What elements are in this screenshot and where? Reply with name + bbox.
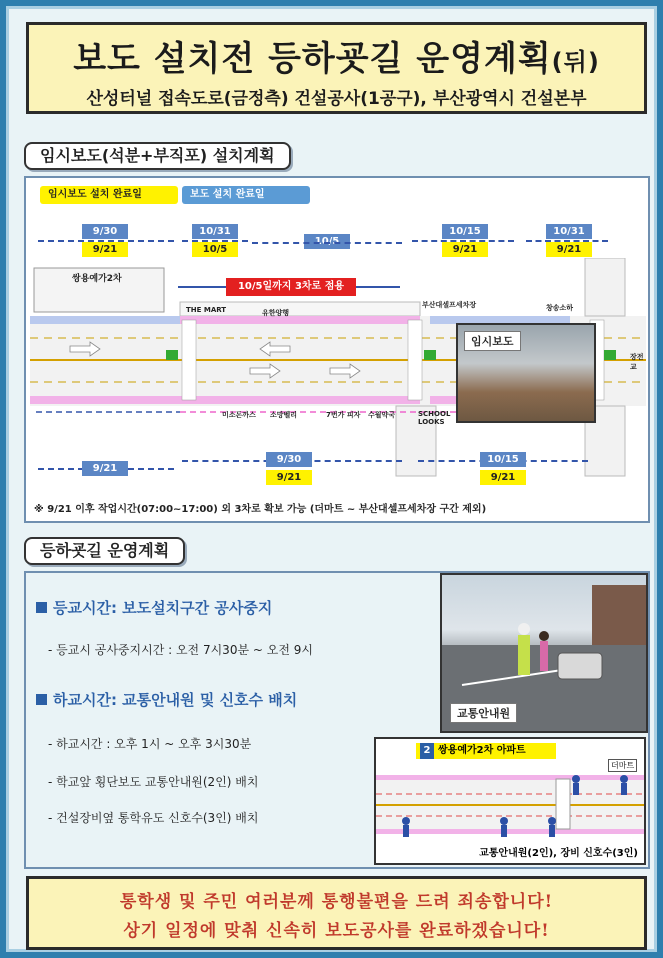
bottom-tag-2-blue: 9/30 bbox=[266, 452, 312, 467]
school-route-panel bbox=[24, 571, 650, 869]
top-tag-2-blue: 10/31 bbox=[192, 224, 238, 239]
photo2-label: 교통안내원 bbox=[450, 703, 517, 723]
legend-temporary: 임시보도 설치 완료일 bbox=[40, 186, 178, 204]
map-label-store3: 소망벨리 bbox=[270, 411, 298, 419]
apology-line-2: 상기 일정에 맞춰 신속히 보도공사를 완료하겠습니다! bbox=[123, 921, 550, 941]
map-label-mart: THE MART bbox=[186, 306, 227, 314]
top-tag-1-yellow: 9/21 bbox=[82, 242, 128, 257]
top-tag-5-yellow: 9/21 bbox=[546, 242, 592, 257]
map-label-parking: 부산대셀프세차장 bbox=[422, 301, 477, 309]
diagram-badge: 2 bbox=[420, 743, 434, 759]
apology-line-1: 통학생 및 주민 여러분께 통행불편을 드려 죄송합니다! bbox=[119, 892, 554, 912]
top-tag-1-blue: 9/30 bbox=[82, 224, 128, 239]
diagram-title: 쌍용예가2차 아파트 bbox=[438, 745, 526, 756]
apology-banner bbox=[26, 876, 647, 950]
title-suffix: (뒤) bbox=[551, 48, 600, 76]
square-bullet-icon bbox=[36, 602, 47, 613]
map-label-apt: 쌍용예가2차 bbox=[72, 274, 122, 284]
afternoon-heading: 하교시간: 교통안내원 및 신호수 배치 bbox=[36, 689, 297, 710]
diagram-caption: 교통안내원(2인), 장비 신호수(3인) bbox=[477, 844, 640, 859]
top-span-3 bbox=[252, 242, 402, 244]
sidewalk-plan-panel bbox=[24, 176, 650, 523]
legend-permanent: 보도 설치 완료일 bbox=[182, 186, 310, 204]
top-span-4 bbox=[412, 240, 514, 242]
morning-detail: - 등교시 공사중지시간 : 오전 7시30분 ~ 오전 9시 bbox=[48, 643, 313, 657]
photo1-label: 임시보도 bbox=[464, 331, 521, 351]
section1-title: 임시보도(석분+부직포) 설치계획 bbox=[24, 142, 291, 170]
top-tag-3-blue: 10/5 bbox=[304, 234, 350, 249]
morning-heading: 등교시간: 보도설치구간 공사중지 bbox=[36, 597, 272, 618]
work-hours-note: ※ 9/21 이후 작업시간(07:00~17:00) 외 3차로 확보 가능 (더마트 ~ 부산대셀프세차장 구간 제외) bbox=[34, 504, 487, 515]
top-tag-2-yellow: 10/5 bbox=[192, 242, 238, 257]
map-label-bridge: 장전교 bbox=[630, 353, 644, 371]
diagram-mart-label: 더마트 bbox=[608, 759, 637, 772]
page-subtitle: 산성터널 접속도로(금정측) 건설공사(1공구), 부산광역시 건설본부 bbox=[86, 89, 587, 109]
bottom-tag-2-yellow: 9/21 bbox=[266, 470, 312, 485]
map-label-store5: 수월약국 bbox=[368, 411, 396, 419]
page-title: 보도 설치전 등하굣길 운영계획(뒤) bbox=[73, 39, 600, 79]
top-tag-5-blue: 10/31 bbox=[546, 224, 592, 239]
top-span-5 bbox=[526, 240, 608, 242]
map-label-store2: 미소돈까스 bbox=[222, 411, 256, 419]
map-label-store1: 유한양행 bbox=[262, 309, 290, 317]
bottom-tag-1-blue: 9/21 bbox=[82, 461, 128, 476]
staff-placement-diagram bbox=[374, 737, 646, 865]
header-banner bbox=[26, 22, 647, 114]
map-label-school: SCHOOL LOOKS bbox=[418, 410, 451, 426]
bottom-tag-3-yellow: 9/21 bbox=[480, 470, 526, 485]
afternoon-detail-2: - 학교앞 횡단보도 교통안내원(2인) 배치 bbox=[48, 775, 259, 789]
map-label-store6: 창송소하 bbox=[546, 304, 574, 312]
temporary-sidewalk-photo bbox=[456, 323, 596, 423]
occupancy-label: 10/5일까지 3차로 점용 bbox=[226, 278, 356, 296]
traffic-guide-photo bbox=[440, 573, 648, 733]
square-bullet-icon bbox=[36, 694, 47, 705]
bottom-tag-3-blue: 10/15 bbox=[480, 452, 526, 467]
section2-title: 등하굣길 운영계획 bbox=[24, 537, 185, 565]
top-span-2 bbox=[182, 240, 248, 242]
map-label-store4: 7번가 피자 bbox=[326, 411, 361, 419]
afternoon-detail-1: - 하교시간 : 오후 1시 ~ 오후 3시30분 bbox=[48, 737, 252, 751]
top-tag-4-blue: 10/15 bbox=[442, 224, 488, 239]
top-span-1 bbox=[38, 240, 174, 242]
afternoon-detail-3: - 건설장비옆 통학유도 신호수(3인) 배치 bbox=[48, 811, 259, 825]
top-tag-4-yellow: 9/21 bbox=[442, 242, 488, 257]
